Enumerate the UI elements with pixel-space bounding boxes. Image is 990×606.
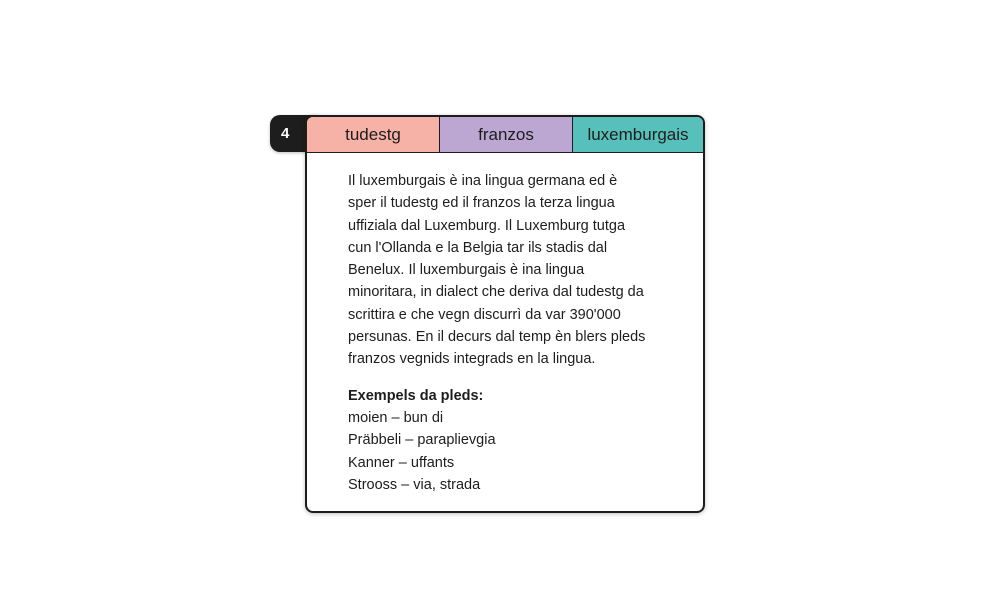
- tab-tudestg[interactable]: tudestg: [307, 117, 439, 152]
- text-line: minoritara, in dialect che deriva dal tudestg da: [348, 284, 644, 301]
- example-item: Kanner – uffants: [348, 454, 455, 471]
- tab-franzos[interactable]: franzos: [439, 117, 572, 152]
- example-item: moien – bun di: [348, 409, 444, 426]
- text-line: persunas. En il decurs dal temp èn blers pleds: [348, 329, 646, 346]
- language-card: [305, 115, 705, 513]
- text-line: Benelux. Il luxemburgais è ina lingua: [348, 262, 585, 279]
- language-tabs: [307, 117, 703, 153]
- text-line: cun l'Ollanda e la Belgia tar ils stadis dal: [348, 239, 608, 256]
- text-line: franzos vegnids integrads en la lingua.: [348, 351, 596, 368]
- card-body: [348, 170, 668, 496]
- example-item: Präbbeli – paraplievgia: [348, 432, 496, 449]
- description-paragraph: [348, 170, 668, 371]
- example-item: Strooss – via, strada: [348, 476, 481, 493]
- text-line: uffiziala dal Luxemburg. Il Luxemburg tutga: [348, 217, 626, 234]
- text-line: scrittira e che vegn discurrì da var 390'000: [348, 306, 621, 323]
- tab-luxemburgais[interactable]: luxemburgais: [572, 117, 703, 152]
- section-number-badge: 4: [270, 115, 318, 152]
- examples-heading: Exempels da pleds:: [348, 387, 484, 404]
- text-line: Il luxemburgais è ina lingua germana ed è: [348, 173, 618, 189]
- text-line: sper il tudestg ed il franzos la terza lingua: [348, 195, 615, 212]
